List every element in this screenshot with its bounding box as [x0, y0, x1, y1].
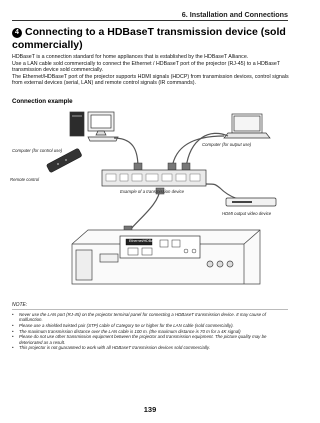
connection-diagram-drawing [10, 108, 292, 298]
note-text: Please do not use other transmission equipment between the projector and transmission equipment. The picture quality may be deteriorated as a result. [19, 334, 267, 345]
hdmi-device-icon [226, 198, 276, 206]
note-item: • Please do not use other transmission equipment between the projector and transmission equipment. The picture quality may be deteriorated as a result. [12, 334, 267, 345]
header-rule [12, 20, 288, 21]
note-item: • Please use a shielded twisted pair (STP) cable of Category 5e or higher for the LAN cable (sold commercially). [12, 322, 234, 328]
label-remote-control: Remote control [10, 177, 40, 182]
transmission-device-icon [102, 170, 206, 186]
section-number-badge: 4 [12, 28, 22, 38]
note-text: The maximum transmission distance over the LAN cable is 100 m. (the maximum distance is 70 m for a 4K signal) [19, 328, 241, 334]
notes-title: NOTE: [12, 302, 28, 308]
notes-list [12, 312, 290, 351]
note-item: • Never use the LAN port (RJ-45) on the projector terminal panel for connecting a HDBaseT transmission device. It may cause of malfunction. [12, 312, 266, 323]
connection-example-heading: Connection example [12, 98, 73, 105]
section-title [12, 26, 290, 51]
label-computer-control: Computer (for control use) [12, 148, 63, 153]
page-number: 139 [143, 405, 157, 414]
section-title-text: Connecting to a HDBaseT transmission device (sold commercially) [12, 26, 286, 51]
note-item: • The maximum transmission distance over the LAN cable is 100 m. (the maximum distance is 70 m for a 4K signal) [12, 328, 241, 334]
connection-diagram [10, 108, 292, 298]
note-text: This projector is not guaranteed to work with all HDBaseT transmission devices sold commercially. [19, 345, 210, 351]
note-text: Please use a shielded twisted pair (STP) cable of Category 5e or higher for the LAN cable (sold commercially). [19, 322, 234, 328]
intro-paragraph-1: HDBaseT is a connection standard for home appliances that is established by the HDBaseT Alliance. [12, 54, 249, 60]
label-computer-output: Computer (for output use) [202, 142, 252, 147]
intro-paragraph-2: Use a LAN cable sold commercially to connect the Ethernet / HDBaseT port of the projector (RJ-45) to a HDBaseT transmission device sold commercially. [12, 61, 281, 74]
label-port: Ethernet/HDBaseT [129, 239, 160, 243]
notes-rule [12, 309, 288, 310]
note-item: • This projector is not guaranteed to work with all HDBaseT transmission devices sold commercially. [12, 345, 210, 351]
laptop-icon [224, 114, 270, 138]
note-text: Never use the LAN port (RJ-45) on the projector terminal panel for connecting a HDBaseT transmission device. It may cause of malfunction. [19, 312, 266, 323]
chapter-header: 6. Installation and Connections [181, 10, 288, 19]
label-transmission-device: Example of a transmission device [120, 189, 185, 194]
label-hdmi-device: HDMI output video device [222, 211, 272, 216]
intro-paragraph-3: The Ethernet/HDBaseT port of the projector supports HDMI signals (HDCP) from transmission devices, control signals from external devices (serial, LAN) and remote control signals (IR commands). [12, 74, 289, 87]
desktop-computer-icon [70, 112, 118, 141]
